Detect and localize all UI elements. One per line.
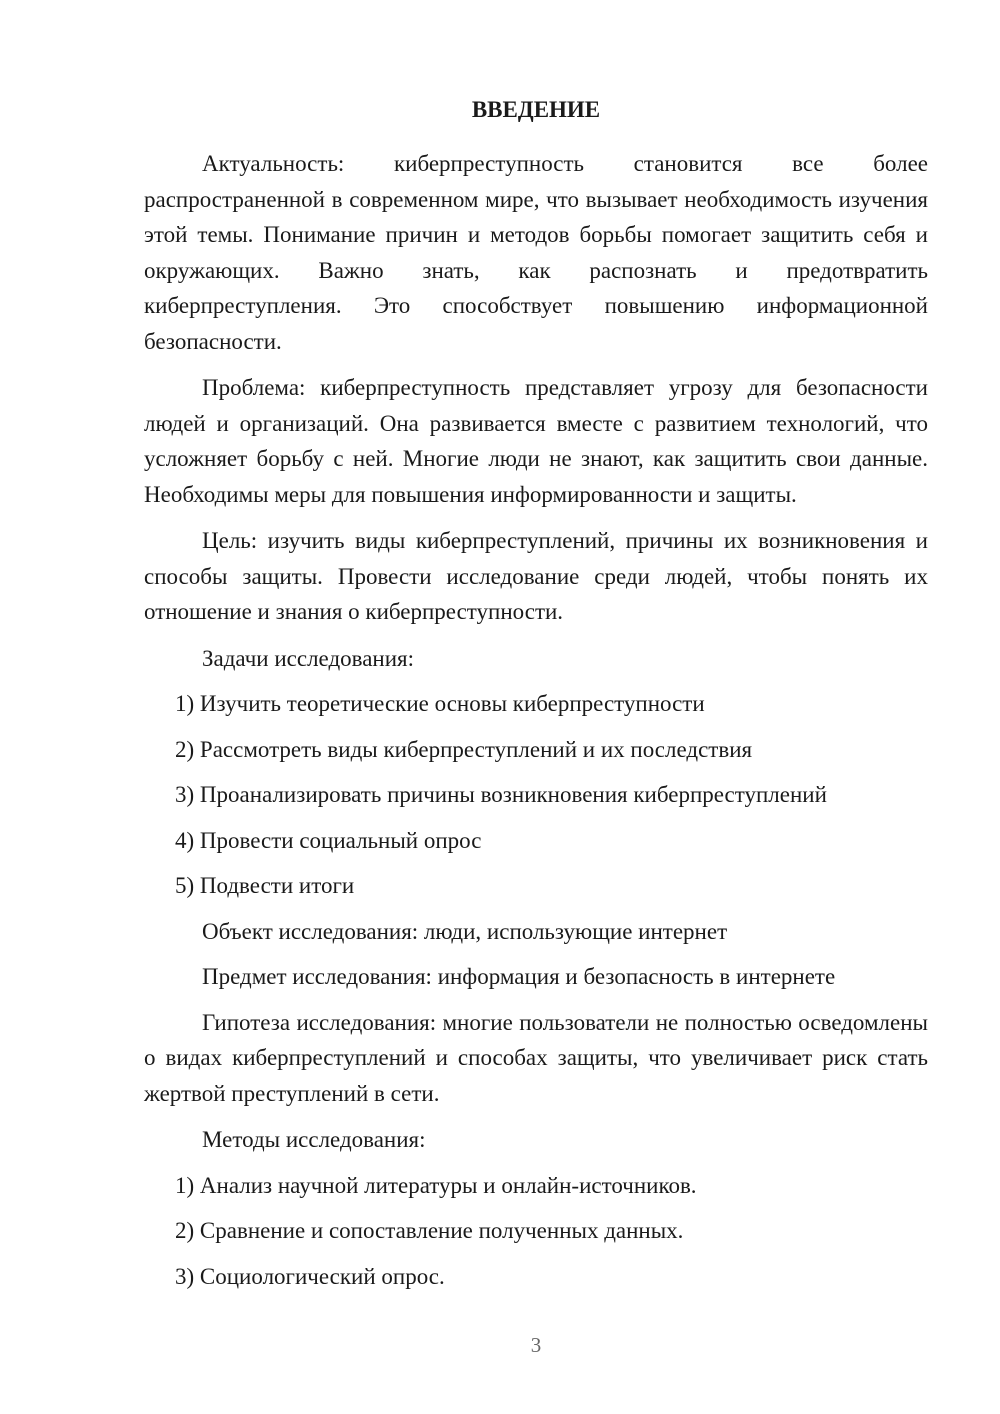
task-item-5: 5) Подвести итоги: [175, 873, 355, 898]
task-item-3: 3) Проанализировать причины возникновения киберпреступлений: [175, 782, 827, 807]
methods-heading: Методы исследования:: [202, 1127, 426, 1152]
task-item-4: 4) Провести социальный опрос: [175, 827, 482, 853]
problem-paragraph: Проблема: киберпреступность представляет угрозу для безопасности людей и организаций. Она развивается вместе с развитием технологий, что усложняет борьбу с ней. Многие люди не знают, как защитить свои данные. Необходимы меры для повышения информированности и защиты.: [144, 375, 928, 507]
goal-paragraph: Цель: изучить виды киберпреступлений, причины их возникновения и способы защиты. Провести исследование среди людей, чтобы понять их отношение и знания о киберпреступности.: [144, 528, 928, 624]
relevance-paragraph: Актуальность: киберпреступность становится все более распространенной в современном мире, что вызывает необходимость изучения этой темы. Понимание причин и методов борьбы помогает защитить себя и окружающих. Важно знать, как распознать и предотвратить киберпреступления. Это способствует повышению информационной безопасности.: [144, 151, 928, 354]
page-title: ВВЕДЕНИЕ: [471, 97, 601, 122]
task-item-2: 2) Рассмотреть виды киберпреступлений и их последствия: [175, 736, 753, 762]
tasks-heading: Задачи исследования:: [202, 645, 415, 671]
method-item-2: 2) Сравнение и сопоставление полученных данных.: [175, 1218, 684, 1243]
research-object: Объект исследования: люди, использующие интернет: [202, 918, 728, 944]
method-item-3: 3) Социологический опрос.: [175, 1263, 445, 1289]
method-item-1: 1) Анализ научной литературы и онлайн-источников.: [175, 1172, 697, 1198]
research-subject: Предмет исследования: информация и безопасность в интернете: [202, 964, 836, 989]
task-item-1: 1) Изучить теоретические основы киберпреступности: [175, 691, 705, 716]
hypothesis-paragraph: Гипотеза исследования: многие пользователи не полностью осведомлены о видах киберпреступлений и способах защиты, что увеличивает риск стать жертвой преступлений в сети.: [144, 1009, 928, 1106]
page-number: 3: [530, 1333, 542, 1357]
page-content: [144, 92, 928, 1304]
